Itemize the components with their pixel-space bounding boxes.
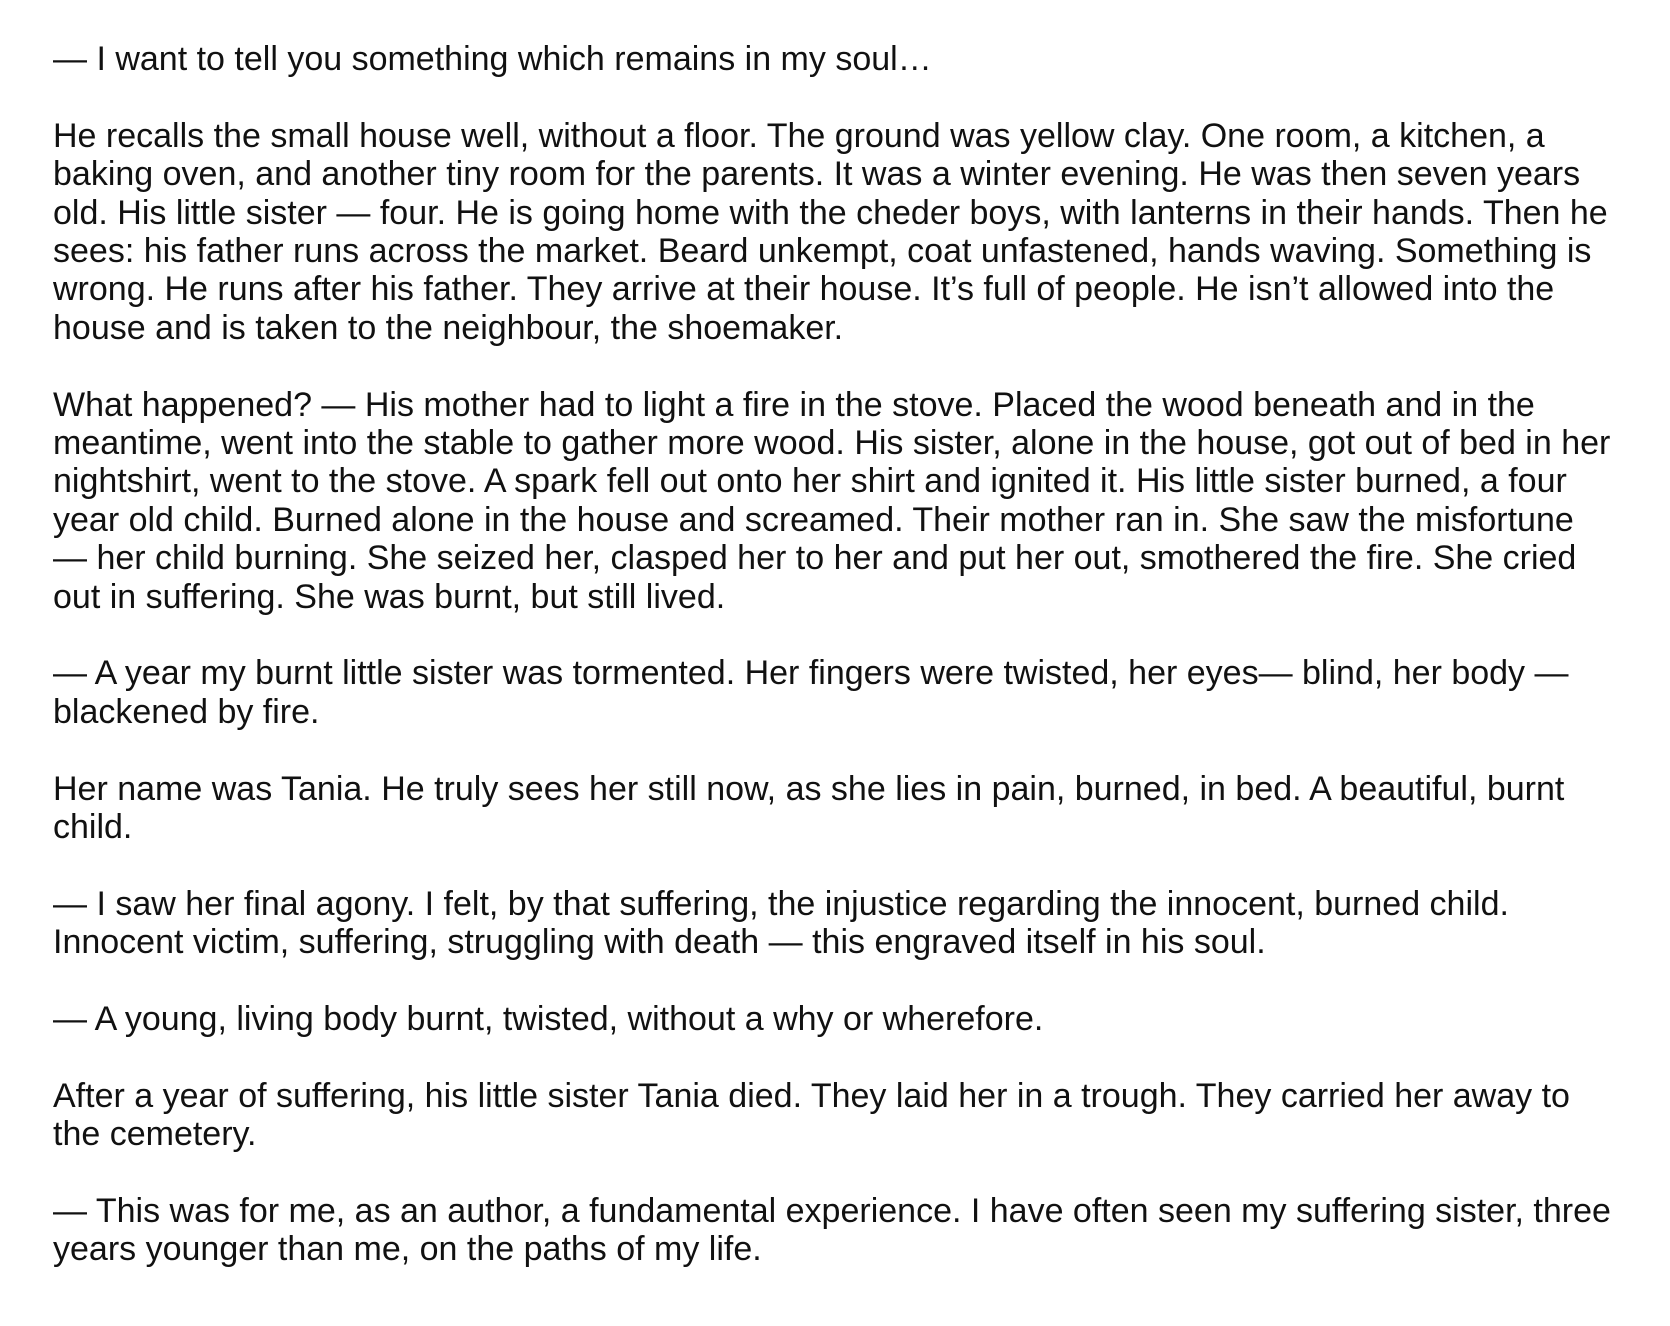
paragraph-what-happened: What happened? — His mother had to light a fire in the stove. Placed the wood beneath and in the meantime, went into the stable to gather more wood. His sister, alone in the house, got out of bed in her nightshirt, went to the stove. A spark fell out onto her shirt and ignited it. His little sister burned, a four year old child. Burned alone in the house and screamed. Their mother ran in. She saw the misfortune — her child burning. She seized her, clasped her to her and put her out, smothered the fire. She cried out in suffering. She was burnt, but still lived. <box>53 385 1611 616</box>
paragraph-fundamental-experience: — This was for me, as an author, a fundamental experience. I have often seen my suffering sister, three years younger than me, on the paths of my life. <box>53 1192 1611 1269</box>
paragraph-final-agony: — I saw her final agony. I felt, by that suffering, the injustice regarding the innocent, burned child. Innocent victim, suffering, struggling with death — this engraved itself in his soul. <box>53 884 1509 962</box>
document-body <box>53 40 1613 1269</box>
paragraph-tania-died: After a year of suffering, his little sister Tania died. They laid her in a trough. They carried her away to the cemetery. <box>53 1076 1570 1154</box>
paragraph-name-tania: Her name was Tania. He truly sees her still now, as she lies in pain, burned, in bed. A beautiful, burnt child. <box>53 769 1565 847</box>
paragraph-year-tormented: — A year my burnt little sister was tormented. Her fingers were twisted, her eyes— blind, her body — blackened by fire. <box>53 654 1569 731</box>
paragraph-young-body: — A young, living body burnt, twisted, without a why or wherefore. <box>53 1000 1044 1039</box>
paragraph-opening-quote: — I want to tell you something which remains in my soul… <box>53 40 932 78</box>
paragraph-house-memory: He recalls the small house well, without a floor. The ground was yellow clay. One room, a kitchen, a baking oven, and another tiny room for the parents. It was a winter evening. He was then seven years old. His little sister — four. He is going home with the cheder boys, with lanterns in their hands. Then he sees: his father runs across the market. Beard unkempt, coat unfastened, hands waving. Something is wrong. He runs after his father. They arrive at their house. It’s full of people. He isn’t allowed into the house and is taken to the neighbour, the shoemaker. <box>53 116 1608 347</box>
